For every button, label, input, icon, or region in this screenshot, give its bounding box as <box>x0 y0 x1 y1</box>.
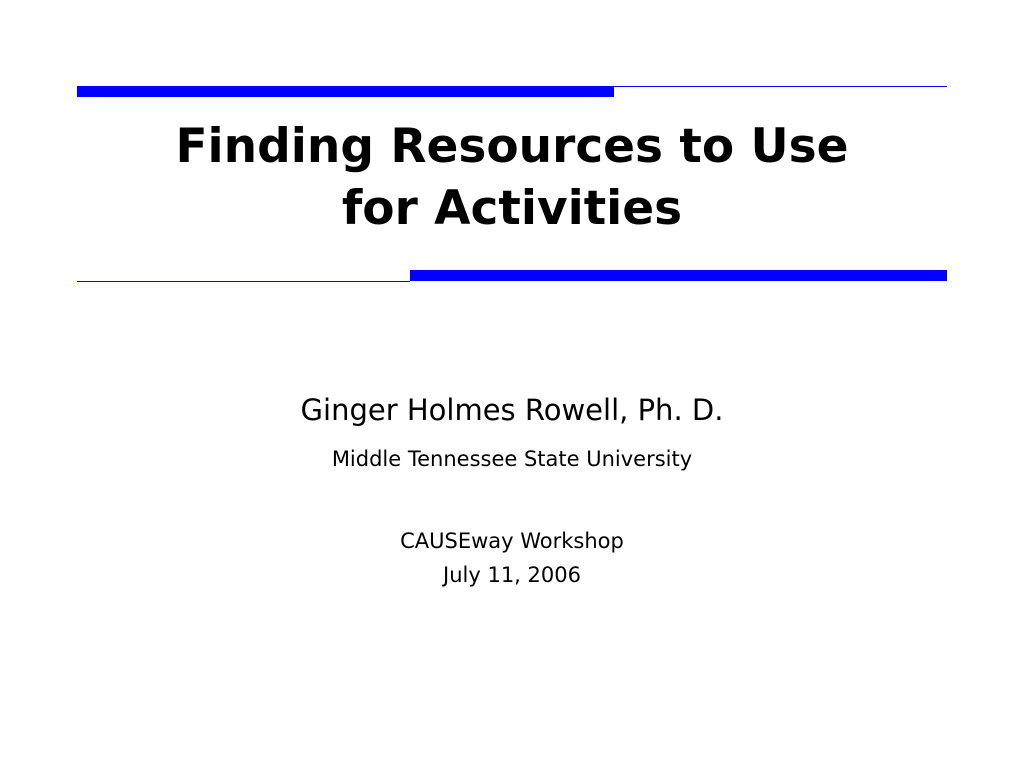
event-date: July 11, 2006 <box>443 563 581 587</box>
top-thin-rule <box>614 86 947 87</box>
bottom-thin-rule <box>77 281 410 282</box>
title-line-2: for Activities <box>341 181 683 236</box>
event-name: CAUSEway Workshop <box>400 529 624 553</box>
title-line-1: Finding Resources to Use <box>175 119 849 174</box>
author-name: Ginger Holmes Rowell, Ph. D. <box>300 393 724 427</box>
bottom-thick-rule <box>410 270 947 281</box>
slide-title <box>77 116 947 240</box>
author-affiliation: Middle Tennessee State University <box>331 447 693 471</box>
top-thick-rule <box>77 86 614 97</box>
